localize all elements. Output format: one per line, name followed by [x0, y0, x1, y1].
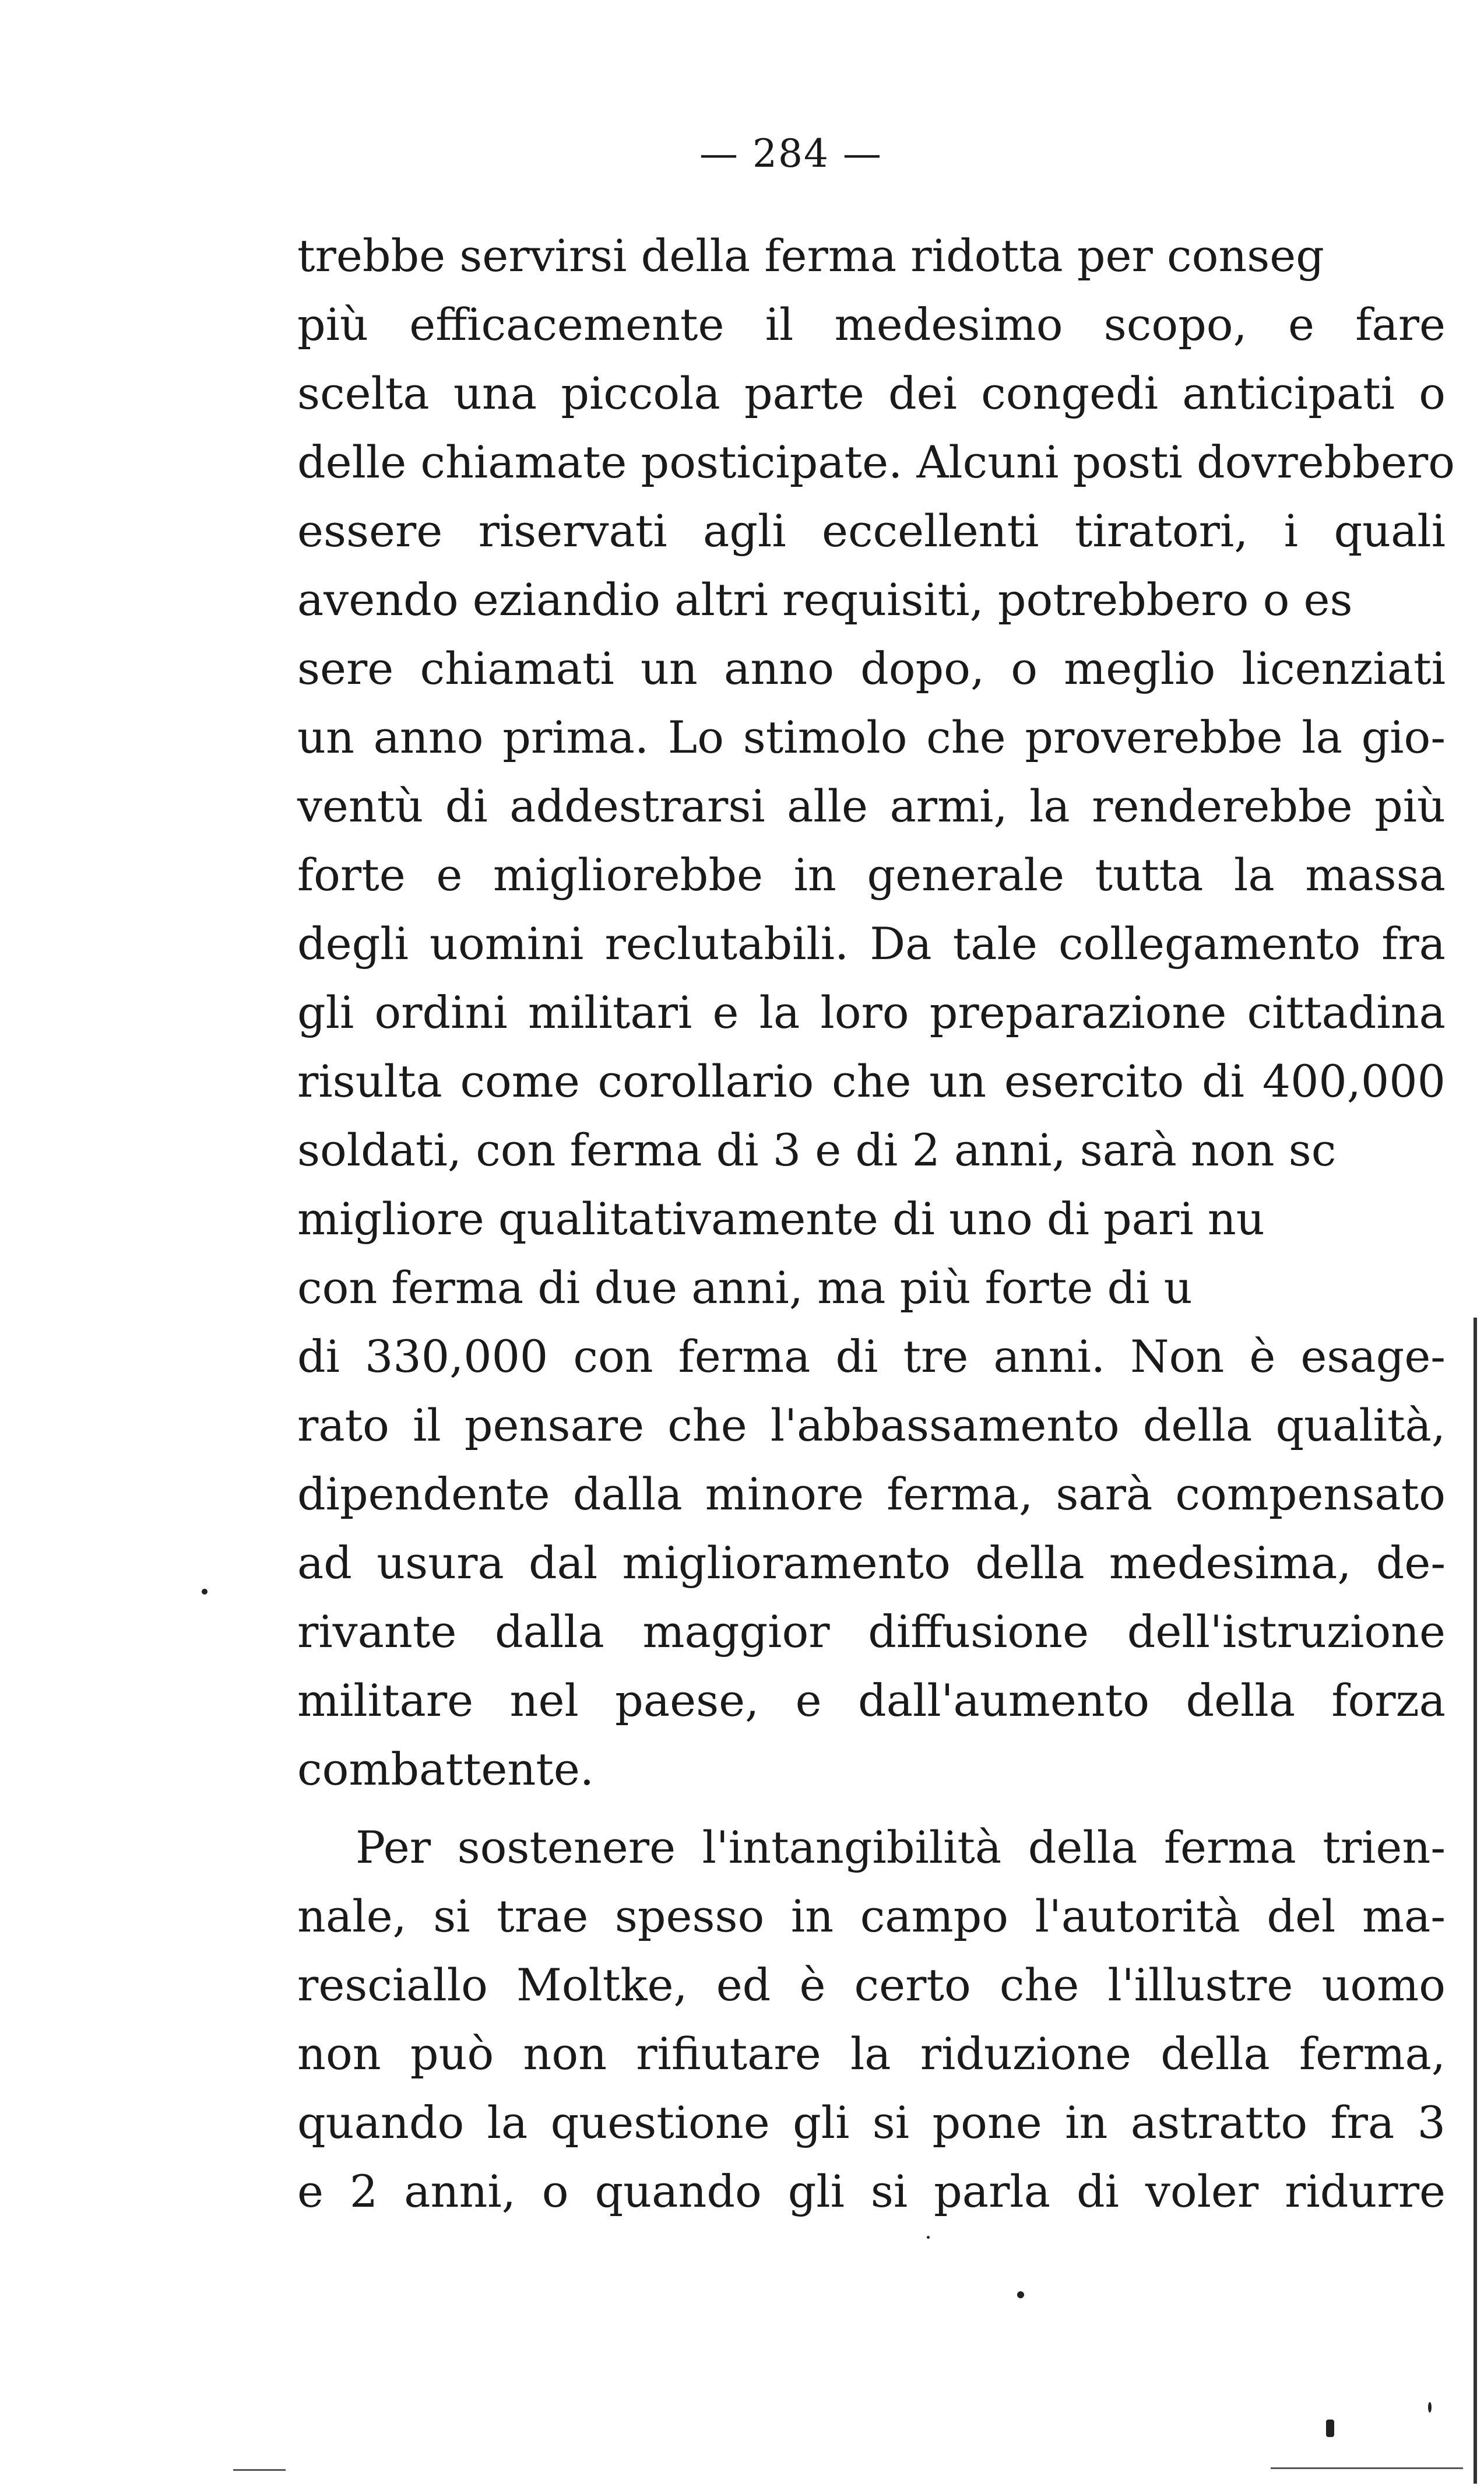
text-line-3: scelta una piccola parte dei congedi anticipati o — [297, 367, 1446, 419]
bottom-mark-right — [1271, 2467, 1463, 2469]
text-line-20: ad usura dal miglioramento della medesima, de- — [297, 1537, 1446, 1589]
speck-left — [202, 1589, 208, 1595]
text-line-12: gli ordini militari e la loro preparazione cittadina — [297, 986, 1446, 1038]
text-line-6: avendo eziandio altri requisiti, potrebbero o es — [297, 574, 1353, 626]
text-line-29: e 2 anni, o quando gli si parla di voler ridurre — [297, 2165, 1446, 2217]
text-line-19: dipendente dalla minore ferma, sarà compensato — [297, 1468, 1446, 1520]
ink-smudge — [1326, 2420, 1334, 2437]
text-line-7: sere chiamati un anno dopo, o meglio licenziati — [297, 642, 1446, 694]
text-line-28: quando la questione gli si pone in astratto fra 3 — [297, 2097, 1446, 2148]
text-line-16: con ferma di due anni, ma più forte di u — [297, 1262, 1193, 1314]
text-line-1: trebbe servirsi della ferma ridotta per conseg — [297, 230, 1324, 282]
text-line-9: ventù di addestrarsi alle armi, la renderebbe più — [297, 780, 1446, 832]
text-line-10: forte e migliorebbe in generale tutta la massa — [297, 849, 1446, 901]
text-line-5: essere riservati agli eccellenti tiratori, i quali — [297, 505, 1446, 557]
text-line-13: risulta come corollario che un esercito di 400,000 — [297, 1055, 1446, 1107]
text-line-22: militare nel paese, e dall'aumento della forza — [297, 1674, 1446, 1726]
text-line-27: non può non rifiutare la riduzione della ferma, — [297, 2028, 1446, 2080]
text-line-11: degli uomini reclutabili. Da tale collegamento fra — [297, 918, 1446, 970]
speck-small — [927, 2236, 930, 2239]
page-number: — 284 — — [699, 131, 882, 176]
text-line-26: resciallo Moltke, ed è certo che l'illustre uomo — [297, 1959, 1446, 2011]
text-line-18: rato il pensare che l'abbassamento della qualità, — [297, 1399, 1446, 1451]
text-line-17: di 330,000 con ferma di tre anni. Non è esage- — [297, 1330, 1446, 1382]
text-line-14: soldati, con ferma di 3 e di 2 anni, sarà non sc — [297, 1124, 1337, 1176]
text-line-21: rivante dalla maggior diffusione dell'istruzione — [297, 1606, 1446, 1658]
speck-corner — [1428, 2402, 1432, 2413]
page-edge-shadow — [1474, 1318, 1477, 2484]
text-line-8: un anno prima. Lo stimolo che proverebbe la gio- — [297, 711, 1446, 763]
text-line-25: nale, si trae spesso in campo l'autorità del ma- — [297, 1890, 1446, 1942]
text-line-4: delle chiamate posticipate. Alcuni posti dovrebbero — [297, 436, 1455, 488]
text-line-2: più efficacemente il medesimo scopo, e fare — [297, 299, 1446, 350]
bottom-mark-left — [233, 2469, 286, 2471]
text-line-24: Per sostenere l'intangibilità della ferma trien- — [356, 1821, 1446, 1873]
speck-bottom — [1017, 2291, 1024, 2298]
text-line-15: migliore qualitativamente di uno di pari nu — [297, 1193, 1265, 1245]
text-line-23: combattente. — [297, 1743, 595, 1795]
